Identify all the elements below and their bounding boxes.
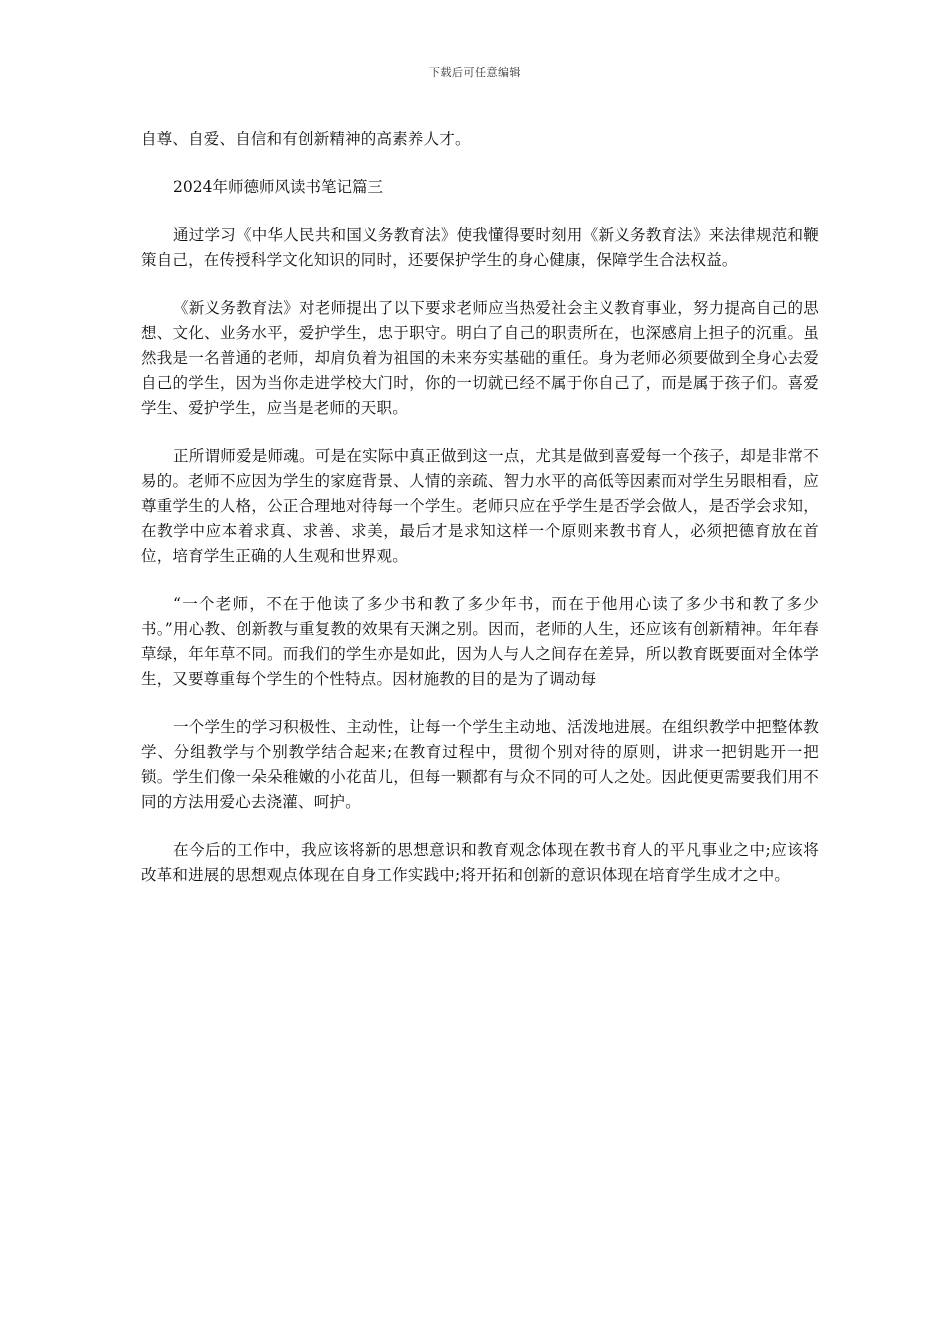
- section-heading: 2024年师德师风读书笔记篇三: [173, 178, 383, 196]
- document-body: [141, 127, 819, 911]
- paragraph-4: “一个老师，不在于他读了多少书和教了多少年书，而在于他用心读了多少书和教了多少书。”用心教、创新教与重复教的效果有天渊之别。因而，老师的人生，还应该有创新精神。年年春草绿，年年草不同。而我们的学生亦是如此，因为人与人之间存在差异，所以教育既要面对全体学生，又要尊重每个学生的个性特点。因材施教的目的是为了调动每: [141, 595, 819, 688]
- page-header-note: 下载后可任意编辑: [429, 66, 521, 79]
- paragraph-6: 在今后的工作中，我应该将新的思想意识和教育观念体现在教书育人的平凡事业之中;应该将改革和进展的思想观点体现在自身工作实践中;将开拓和创新的意识体现在培育学生成才之中。: [141, 841, 819, 884]
- paragraph-5: 一个学生的学习积极性、主动性，让每一个学生主动地、活泼地进展。在组织教学中把整体教学、分组教学与个别教学结合起来;在教育过程中，贯彻个别对待的原则，讲求一把钥匙开一把锁。学生们像一朵朵稚嫩的小花苗儿，但每一颗都有与众不同的可人之处。因此便更需要我们用不同的方法用爱心去浇灌、呵护。: [141, 718, 819, 811]
- paragraph-continuation: 自尊、自爱、自信和有创新精神的高素养人才。: [141, 130, 471, 148]
- paragraph-1: 通过学习《中华人民共和国义务教育法》使我懂得要时刻用《新义务教育法》来法律规范和鞭策自己，在传授科学文化知识的同时，还要保护学生的身心健康，保障学生合法权益。: [141, 226, 819, 269]
- paragraph-3: 正所谓师爱是师魂。可是在实际中真正做到这一点，尤其是做到喜爱每一个孩子，却是非常不易的。老师不应因为学生的家庭背景、人情的亲疏、智力水平的高低等因素而对学生另眼相看，应尊重学生的人格，公正合理地对待每一个学生。老师只应在乎学生是否学会做人，是否学会求知，在教学中应本着求真、求善、求美，最后才是求知这样一个原则来教书育人，必须把德育放在首位，培育学生正确的人生观和世界观。: [141, 447, 819, 565]
- paragraph-2: 《新义务教育法》对老师提出了以下要求老师应当热爱社会主义教育事业，努力提高自己的思想、文化、业务水平，爱护学生，忠于职守。明白了自己的职责所在，也深感肩上担子的沉重。虽然我是一名普通的老师，却肩负着为祖国的未来夯实基础的重任。身为老师必须要做到全身心去爱自己的学生，因为当你走进学校大门时，你的一切就已经不属于你自己了，而是属于孩子们。喜爱学生、爱护学生，应当是老师的天职。: [141, 299, 819, 417]
